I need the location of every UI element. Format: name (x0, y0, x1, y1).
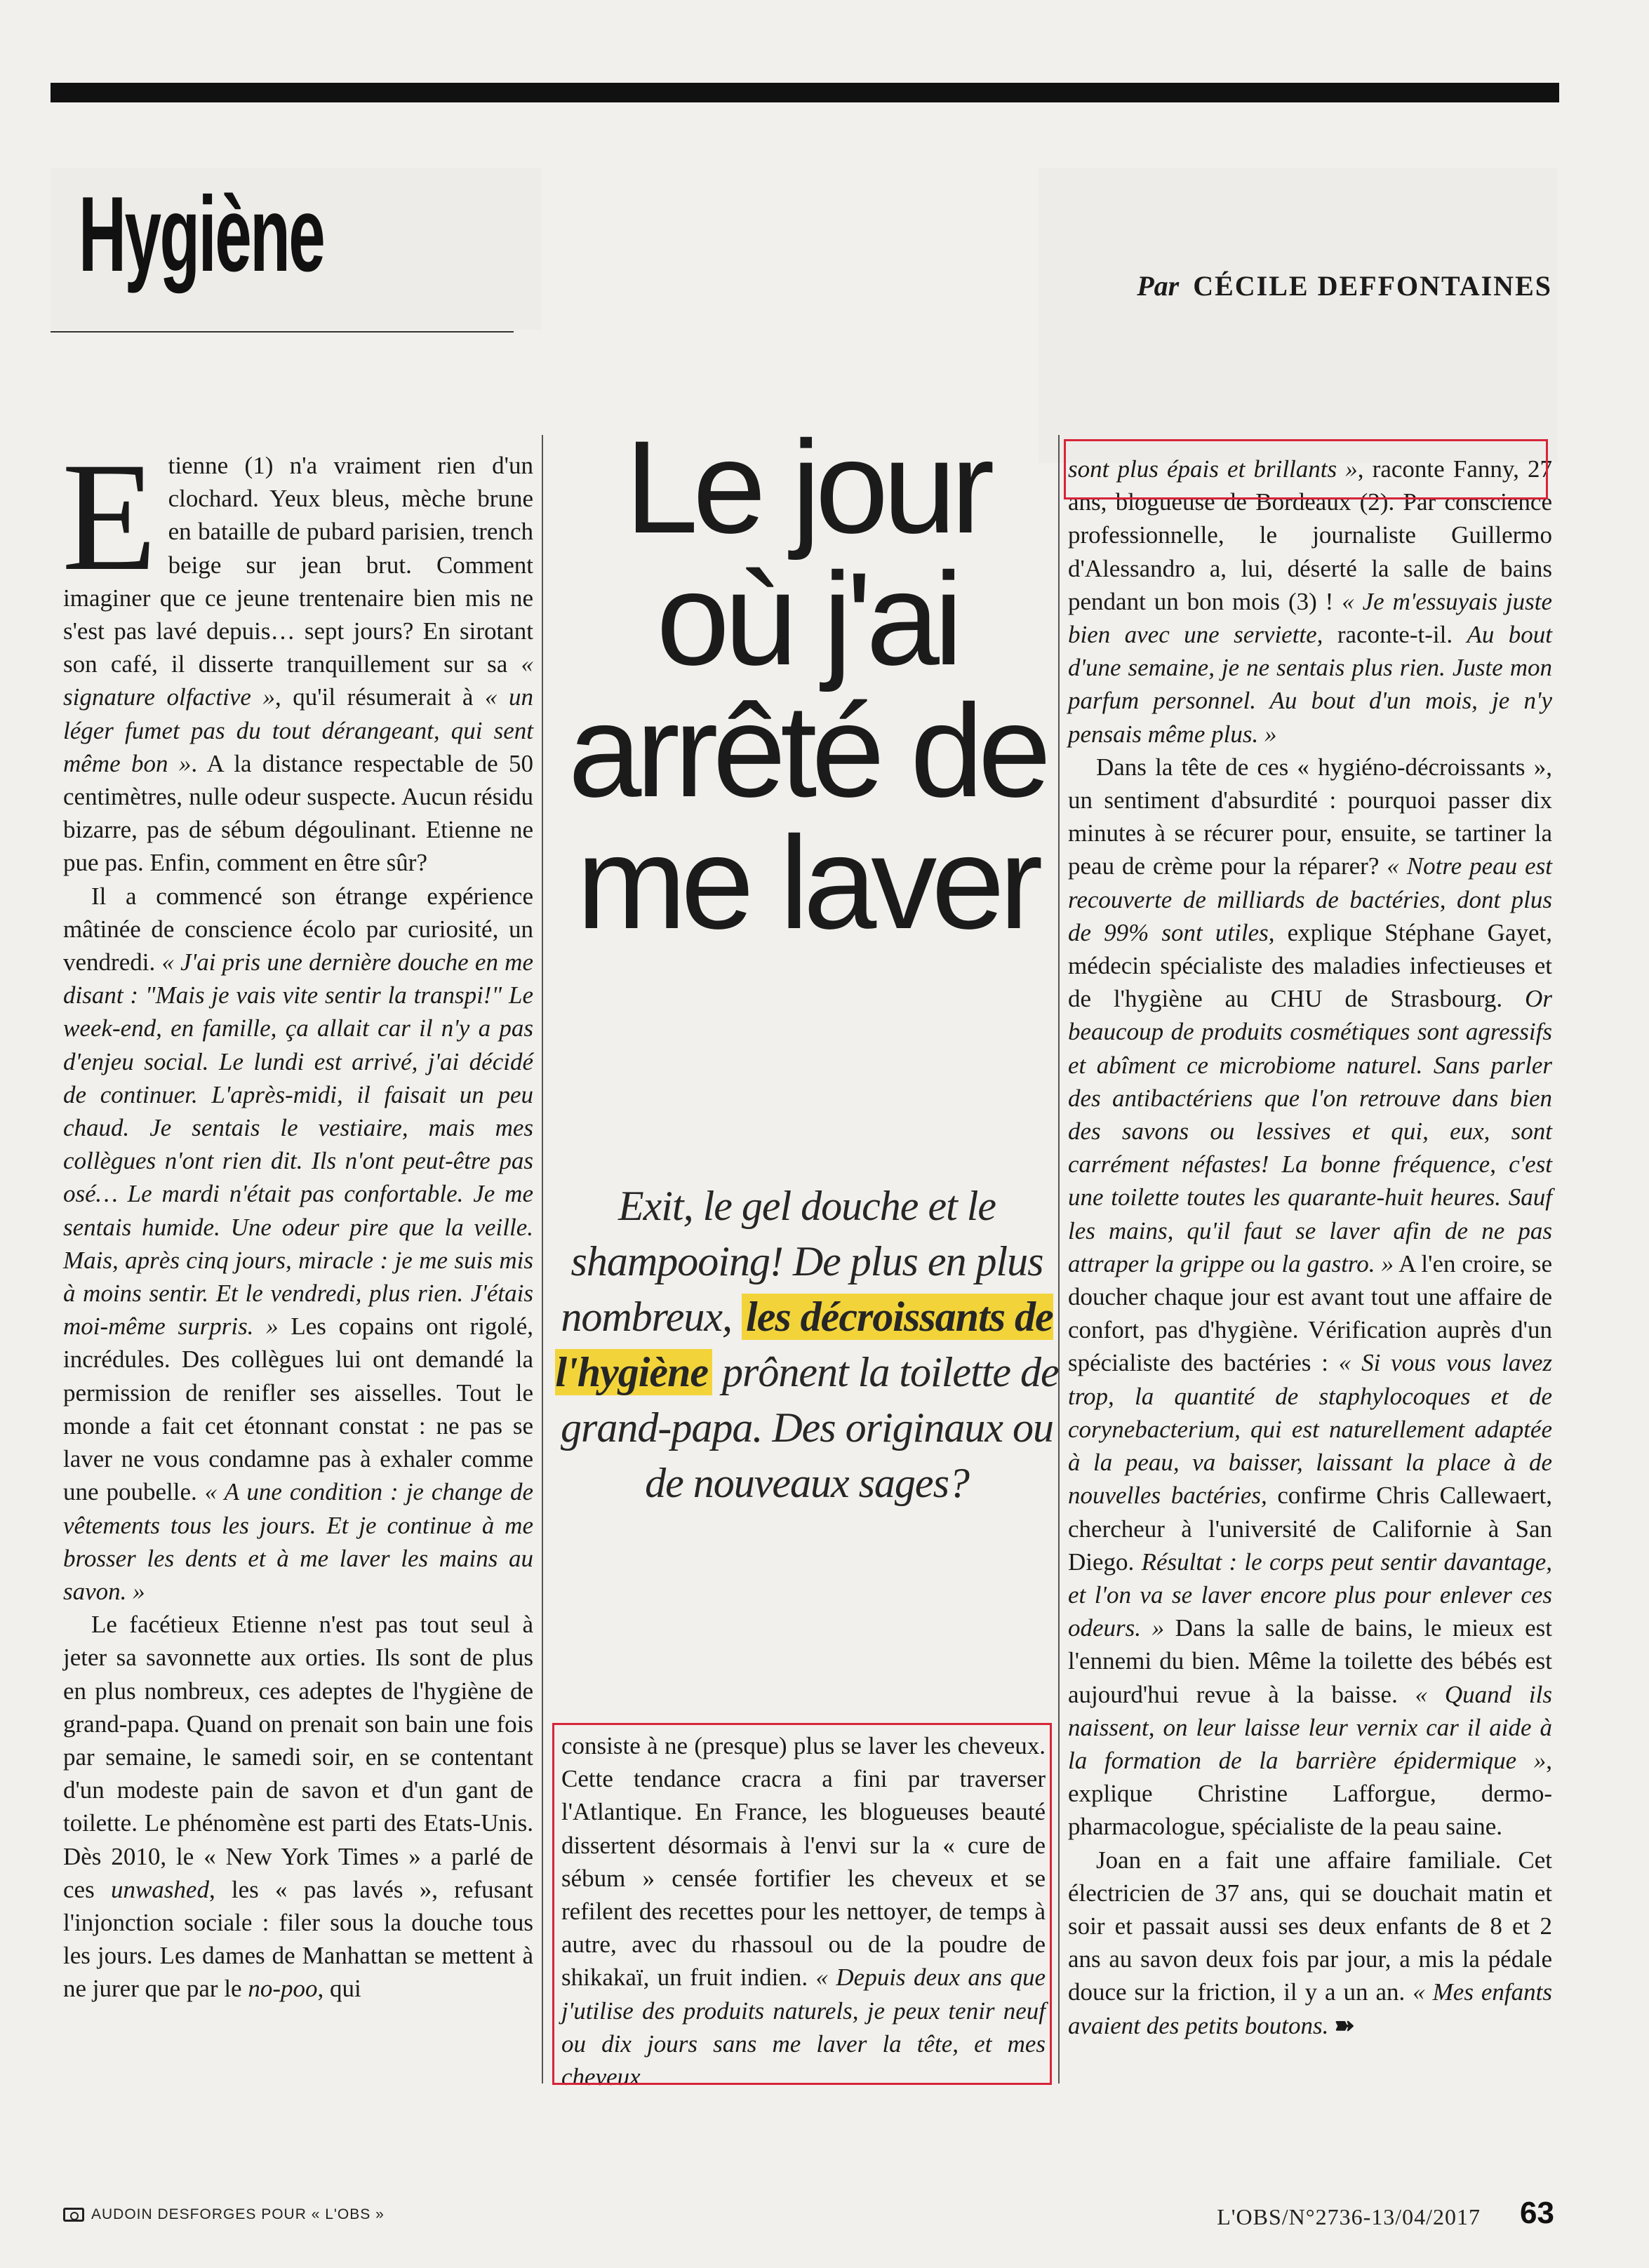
paragraph: consiste à ne (presque) plus se laver les cheveux. Cette tendance cracra a fini par traverser l'Atlantique. En France, les blogueuses beauté dissertent désormais à l'envi sur la « cure de sébum » censée fortifier les cheveux et se refilent des recettes pour les nettoyer, de temps à autre, avec du rhassoul ou de la poudre de shikakaï, un fruit indien. « Depuis deux ans que j'utilise des produits naturels, je peux tenir neuf ou dix jours sans me laver la tête, et mes cheveux (561, 1732, 1046, 2091)
annotation-box (1064, 439, 1548, 499)
camera-icon (63, 2208, 84, 2222)
byline-prefix: Par (1137, 270, 1180, 302)
paragraph: Dans la tête de ces « hygiéno-décroissants », un sentiment d'absurdité : pourquoi passer dix minutes à se récurer pour, ensuite, se tartiner la peau de crème pour la réparer? « Notre peau est recouverte de milliards de bactéries, dont plus de 99% sont utiles, explique Stéphane Gayet, médecin spécialiste des maladies infectieuses et de l'hygiène au CHU de Strasbourg. Or beaucoup de produits cosmétiques sont agressifs et abîment ce microbiome naturel. Sans parler des antibactériens que l'on retrouve dans bien des savons ou lessives et qui, eux, sont carrément néfastes! La bonne fréquence, c'est une toilette toutes les quarante-huit heures. Sauf les mains, qu'il faut se laver afin de ne pas attraper la grippe ou la gastro. » A l'en croire, se doucher chaque jour est avant tout une affaire de confort, pas d'hygiène. Vérification auprès d'un spécialiste des bactéries : « Si vous vous lavez trop, la quantité de staphylocoques et de corynebacterium, qui est naturellement adaptée à la peau, va baisser, laissant la place à de nouvelles bactéries, confirme Chris Callewaert, chercheur à l'université de Californie à San Diego. Résultat : le corps peut sentir davantage, et l'on va se laver encore plus pour enlever ces odeurs. » Dans la salle de bains, le mieux est l'ennemi du bien. Même la toilette des bébés est aujourd'hui revue à la baisse. « Quand ils naissent, on leur laisse leur vernix car il aide à la formation de la barrière épidermique », explique Christine Lafforgue, dermo-pharmacologue, spécialiste de la peau saine. (1068, 753, 1553, 1841)
column-divider (542, 435, 543, 2084)
byline (1137, 269, 1552, 302)
deck-highlight: les décroissants de l'hygiène (555, 1294, 1053, 1395)
top-rule (51, 83, 1559, 102)
article-column-3 (1068, 452, 1552, 2042)
paragraph: Il a commencé son étrange expérience mâtinée de conscience écolo par curiosité, un vendredi. « J'ai pris une dernière douche en me disant : "Mais je vais vite sentir la transpi!" Le week-end, en famille, ça allait car il n'y a pas d'enjeu social. Le lundi est arrivé, j'ai décidé de continuer. L'après-midi, il faisait un peu chaud. Je sentais le vestiaire, mais mes collègues n'ont rien dit. Ils n'ont peut-être pas osé… Le mardi n'était pas confortable. Je me sentais humide. Une odeur pire que la veille. Mais, après cinq jours, miracle : je me suis mis à moins sentir. Et le vendredi, plus rien. J'étais moi-même surpris. » Les copains ont rigolé, incrédules. Des collègues lui ont demandé la permission de renifler ses aisselles. Tout le monde a fait cet étonnant constat : ne pas se laver ne vous condamne pas à exhaler comme une poubelle. « A une condition : je change de vêtements tous les jours. Et je continue à me brosser les dents et à me laver les mains au savon. » (63, 882, 534, 1605)
continue-arrow-icon: ➽ (1334, 2011, 1351, 2039)
article-column-1 (62, 431, 534, 2006)
photo-credit: AUDOIN DESFORGES POUR « L'OBS » (63, 2206, 385, 2223)
deck: Exit, le gel douche et le shampooing! De plus en plus nombreux, les décroissants de l'hygiène prônent la toilette de grand-papa. Des originaux ou de nouveaux sages? (555, 1183, 1059, 1506)
paragraph: Le facétieux Etienne n'est pas tout seul à jeter sa savonnette aux orties. Ils sont de plus en plus nombreux, ces adeptes de l'hygiène de grand-papa. Quand on prenait son bain une fois par semaine, le samedi soir, en se contentant d'un modeste pain de savon et d'un gant de toilette. Le phénomène est parti des Etats-Unis. Dès 2010, le « New York Times » a parlé de ces unwashed, les « pas lavés », refusant l'injonction sociale : filer sous la douche tous les jours. Les dames de Manhattan se mettent à ne jurer que par le no-poo, qui (63, 1611, 533, 2003)
page-number: 63 (1520, 2196, 1554, 2230)
lead-paragraph: Etienne (1) n'a vraiment rien d'un clochard. Yeux bleus, mèche brune en bataille de pubard parisien, trench beige sur jean brut. Comment imaginer que ce jeune trentenaire bien mis ne s'est pas lavé depuis… sept jours? En sirotant son café, il disserte tranquillement sur sa « signature olfactive », qu'il résumerait à « un léger fumet pas du tout dérangeant, qui sent même bon ». A la distance respectable de 50 centimètres, nulle odeur suspecte. Aucun résidu bizarre, pas de sébum dégoulinant. Etienne ne pue pas. Enfin, comment en être sûr? (62, 431, 534, 877)
drop-cap: E (62, 431, 157, 603)
annotation-box (552, 1723, 1052, 2085)
headline: Le jour où j'ai arrêté de me laver (568, 413, 1046, 956)
paragraph: sont plus épais et brillants », raconte Fanny, 27 ans, blogueuse de Bordeaux (2). Par conscience professionnelle, le journaliste Guillermo d'Alessandro a, lui, déserté la salle de bains pendant un bon mois (3) ! « Je m'essuyais juste bien avec une serviette, raconte-t-il. Au bout d'une semaine, je ne sentais plus rien. Juste mon parfum personnel. Au bout d'un mois, je n'y pensais même plus. » (1068, 455, 1553, 748)
section-rubric: Hygiène (79, 175, 324, 294)
paragraph: Joan en a fait une affaire familiale. Cet électricien de 37 ans, qui se douchait matin et soir et passait aussi ses deux enfants de 8 et 2 ans au savon deux fois par jour, a mis la pédale douce sur la friction, il y a un an. « Mes enfants avaient des petits boutons. ➽ (1068, 1846, 1552, 2039)
issue-info: L'OBS/N°2736-13/04/2017 (1217, 2204, 1481, 2229)
bleed-through (1039, 168, 1558, 463)
byline-author: CÉCILE DEFFONTAINES (1193, 270, 1552, 302)
rubric-rule (51, 331, 514, 333)
